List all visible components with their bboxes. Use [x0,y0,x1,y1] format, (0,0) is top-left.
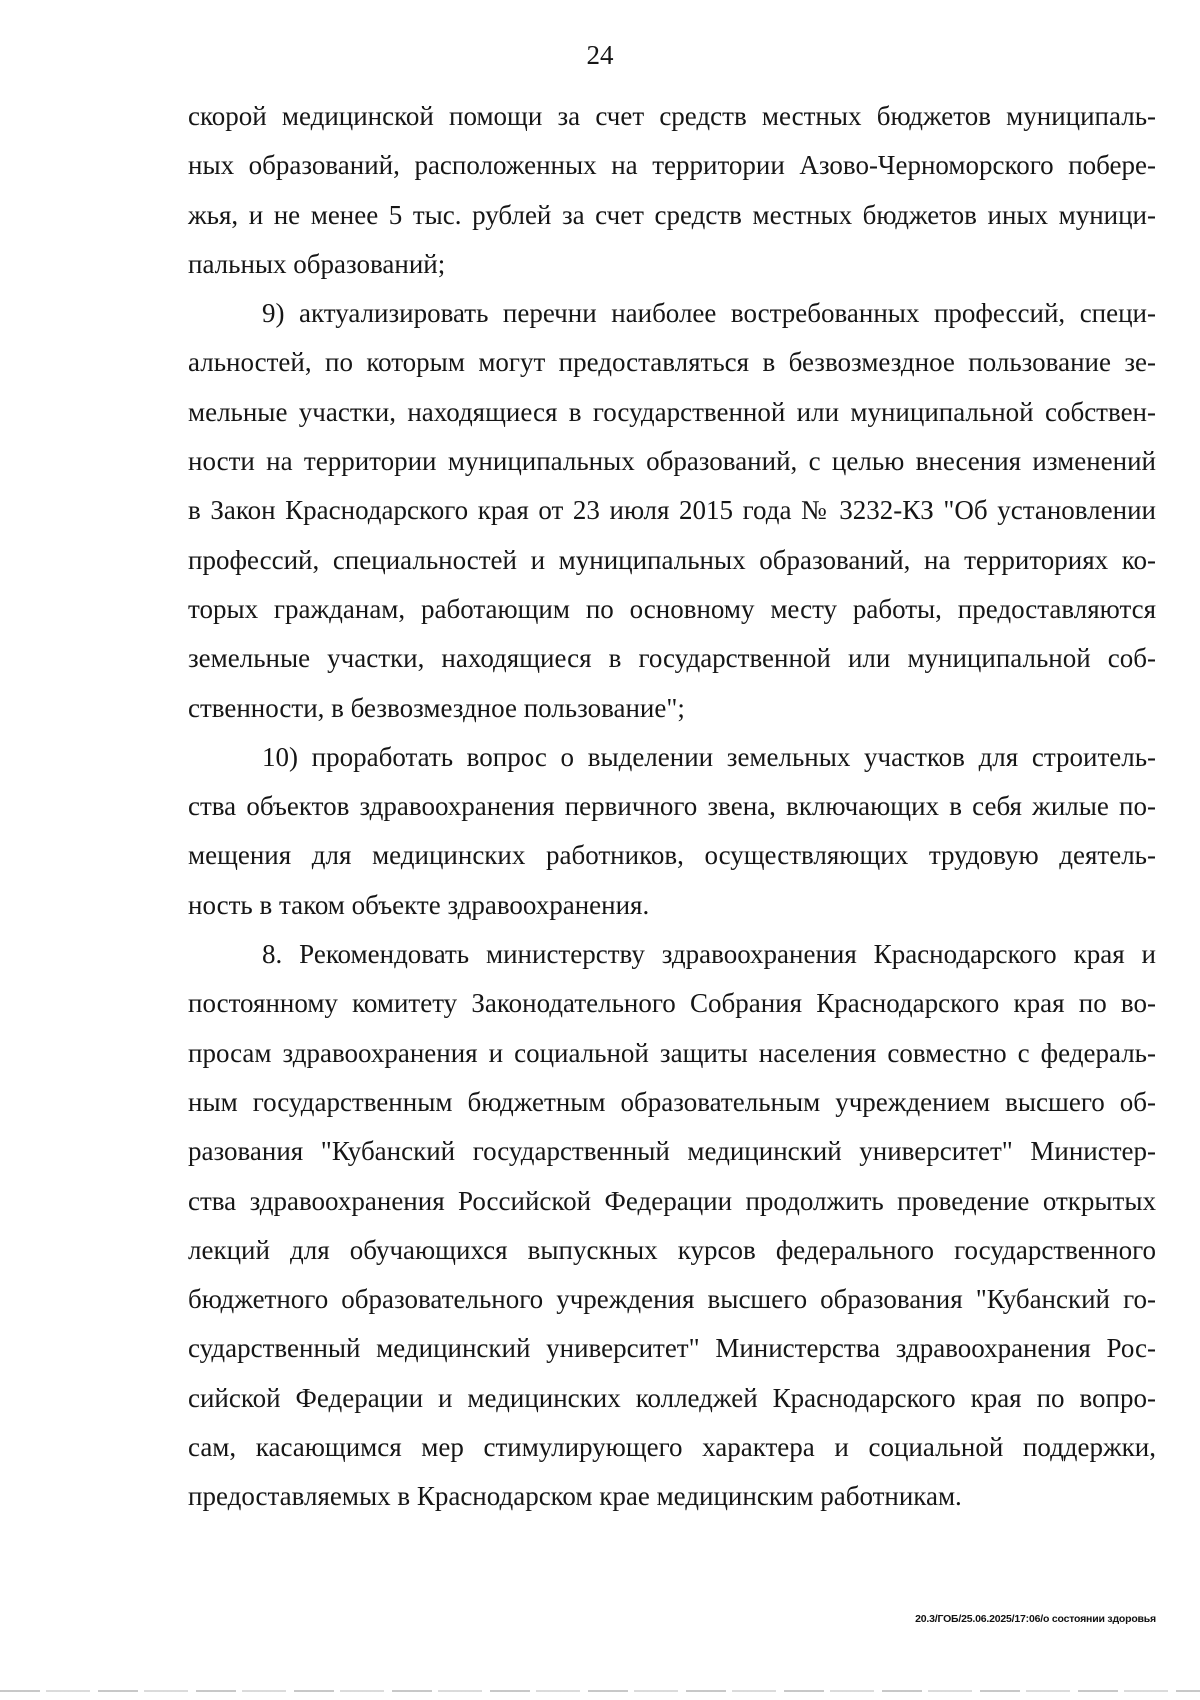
scan-edge-divider [0,1690,1200,1692]
text-line: земельные участки, находящиеся в государственной или муниципальной соб- [188,643,1156,674]
text-line: ных образований, расположенных на территории Азово-Черноморского побере- [188,150,1156,181]
page-number: 24 [586,40,614,70]
paragraph-first-line: 9) актуализировать перечни наиболее востребованных профессий, специ- [262,298,1156,329]
text-line: в Закон Краснодарского края от 23 июля 2015 года № 3232-КЗ "Об установлении [188,495,1156,526]
document-body [188,92,1156,1522]
text-line: мещения для медицинских работников, осуществляющих трудовую деятель- [188,840,1156,871]
text-line: ства здравоохранения Российской Федерации продолжить проведение открытых [188,1185,1156,1216]
text-line: ность в таком объекте здравоохранения. [188,889,650,920]
text-line: сударственный медицинский университет" Министерства здравоохранения Рос- [188,1333,1156,1364]
text-line: альностей, по которым могут предоставляться в безвозмездное пользование зе- [188,347,1156,378]
text-line: мельные участки, находящиеся в государственной или муниципальной собствен- [188,396,1156,427]
text-line: разования "Кубанский государственный медицинский университет" Министер- [188,1136,1156,1167]
text-line: торых гражданам, работающим по основному месту работы, предоставляются [188,593,1156,624]
text-line: сийской Федерации и медицинских колледжей Краснодарского края по вопро- [188,1382,1156,1413]
paragraph-first-line: 8. Рекомендовать министерству здравоохранения Краснодарского края и [262,939,1156,970]
text-line: ственности, в безвозмездное пользование"; [188,692,685,723]
text-line: скорой медицинской помощи за счет средств местных бюджетов муниципаль- [188,101,1156,131]
text-line: ства объектов здравоохранения первичного звена, включающих в себя жилые по- [188,791,1156,822]
text-line: сам, касающимся мер стимулирующего характера и социальной поддержки, [188,1432,1156,1463]
text-line: предоставляемых в Краснодарском крае медицинским работникам. [188,1481,962,1512]
text-line: ности на территории муниципальных образований, с целью внесения изменений [188,446,1156,477]
text-line: постоянному комитету Законодательного Собрания Краснодарского края по во- [188,988,1156,1019]
text-line: жья, и не менее 5 тыс. рублей за счет средств местных бюджетов иных муници- [188,199,1156,230]
text-line: бюджетного образовательного учреждения высшего образования "Кубанский го- [188,1284,1156,1315]
text-line: просам здравоохранения и социальной защиты населения совместно с федераль- [188,1037,1156,1068]
text-line: профессий, специальностей и муниципальных образований, на территориях ко- [188,544,1156,575]
footer-document-code: 20.3/ГОБ/25.06.2025/17:06/о состоянии здоровья [915,1613,1156,1625]
text-line: пальных образований; [188,248,446,279]
text-line: лекций для обучающихся выпускных курсов федерального государственного [188,1234,1156,1265]
text-line: ным государственным бюджетным образовательным учреждением высшего об- [188,1086,1156,1117]
paragraph-first-line: 10) проработать вопрос о выделении земельных участков для строитель- [262,741,1156,772]
